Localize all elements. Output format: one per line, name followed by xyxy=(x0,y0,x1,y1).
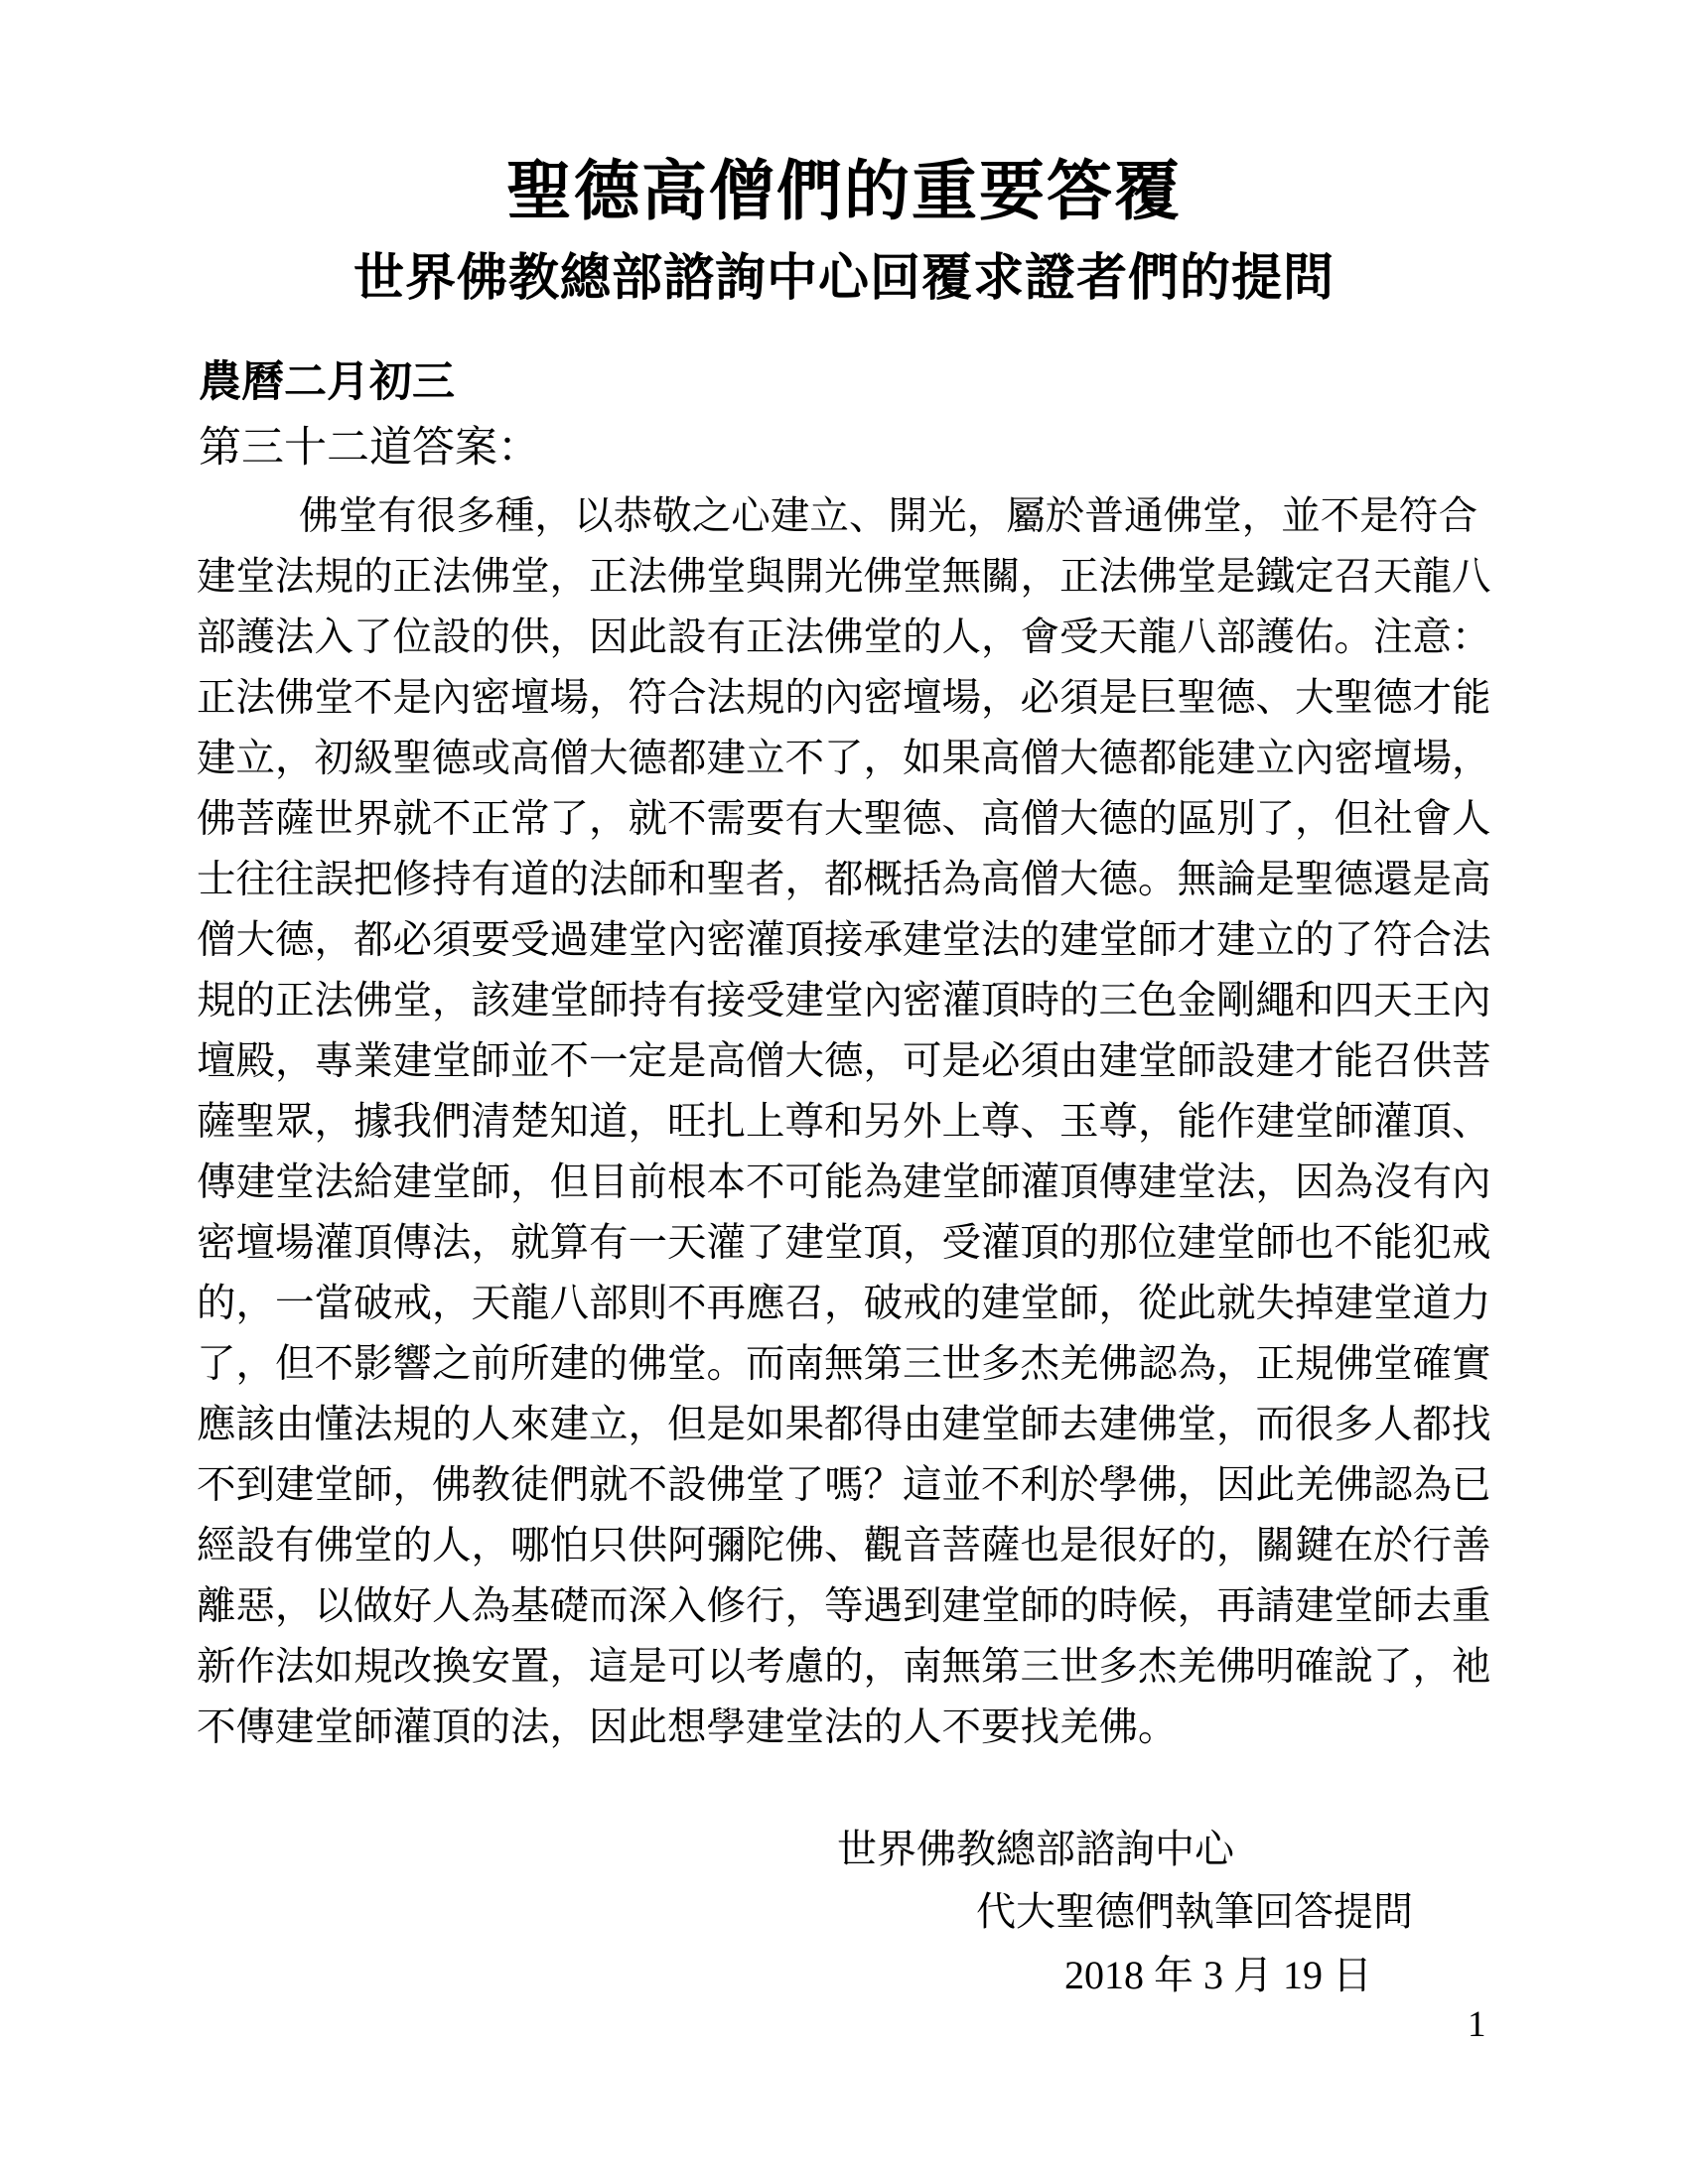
paragraph-line: 部護法入了位設的供，因此設有正法佛堂的人，會受天龍八部護佑。注意： xyxy=(197,615,1491,659)
paragraph-line: 了，但不影響之前所建的佛堂。而南無第三世多杰羌佛認為，正規佛堂確實 xyxy=(197,1342,1491,1386)
page-number: 1 xyxy=(1468,2004,1486,2045)
answer-paragraph xyxy=(197,486,1491,1758)
paragraph-line: 的，一當破戒，天龍八部則不再應召，破戒的建堂師，從此就失掉建堂道力 xyxy=(197,1282,1491,1325)
paragraph-line: 經設有佛堂的人，哪怕只供阿彌陀佛、觀音菩薩也是很好的，關鍵在於行善 xyxy=(197,1524,1491,1568)
footer-byline: 代大聖德們執筆回答提問 xyxy=(976,1889,1413,1934)
paragraph-line: 士往往誤把修持有道的法師和聖者，都概括為高僧大德。無論是聖德還是高 xyxy=(197,858,1491,901)
paragraph-line: 傳建堂法給建堂師，但目前根本不可能為建堂師灌頂傳建堂法，因為沒有內 xyxy=(197,1160,1491,1204)
paragraph-line: 建立，初級聖德或高僧大德都建立不了，如果高僧大德都能建立內密壇場， xyxy=(197,737,1491,780)
paragraph-line: 應該由懂法規的人來建立，但是如果都得由建堂師去建佛堂，而很多人都找 xyxy=(197,1403,1491,1446)
paragraph-line: 佛菩薩世界就不正常了，就不需要有大聖德、高僧大德的區別了，但社會人 xyxy=(197,797,1491,841)
paragraph-line: 壇殿，專業建堂師並不一定是高僧大德，可是必須由建堂師設建才能召供菩 xyxy=(197,1039,1491,1083)
paragraph-line: 薩聖眾，據我們清楚知道，旺扎上尊和另外上尊、玉尊，能作建堂師灌頂、 xyxy=(197,1100,1491,1144)
paragraph-line: 密壇場灌頂傳法，就算有一天灌了建堂頂，受灌頂的那位建堂師也不能犯戒 xyxy=(197,1221,1491,1265)
paragraph-line: 規的正法佛堂，該建堂師持有接受建堂內密灌頂時的三色金剛繩和四天王內 xyxy=(197,979,1491,1023)
paragraph-line: 新作法如規改換安置，這是可以考慮的，南無第三世多杰羌佛明確說了，祂 xyxy=(197,1645,1491,1689)
document-subtitle: 世界佛教總部諮詢中心回覆求證者們的提問 xyxy=(352,251,1335,307)
paragraph-line: 不到建堂師，佛教徒們就不設佛堂了嗎？這並不利於學佛，因此羌佛認為已 xyxy=(197,1463,1491,1507)
document-title: 聖德高僧們的重要答覆 xyxy=(506,156,1182,228)
paragraph-line: 僧大德，都必須要受過建堂內密灌頂接承建堂法的建堂師才建立的了符合法 xyxy=(197,918,1491,962)
paragraph-line: 離惡，以做好人為基礎而深入修行，等遇到建堂師的時候，再請建堂師去重 xyxy=(197,1584,1491,1628)
paragraph-line: 不傳建堂師灌頂的法，因此想學建堂法的人不要找羌佛。 xyxy=(197,1706,1178,1749)
lunar-date-heading: 農曆二月初三 xyxy=(199,359,455,406)
footer-date: 2018 年 3 月 19 日 xyxy=(1064,1953,1372,1997)
answer-number-heading: 第三十二道答案： xyxy=(199,425,540,472)
paragraph-line: 正法佛堂不是內密壇場，符合法規的內密壇場，必須是巨聖德、大聖德才能 xyxy=(197,676,1491,720)
paragraph-line: 佛堂有很多種，以恭敬之心建立、開光，屬於普通佛堂，並不是符合 xyxy=(299,494,1477,538)
footer-organization: 世界佛教總部諮詢中心 xyxy=(837,1827,1234,1871)
paragraph-line: 建堂法規的正法佛堂，正法佛堂與開光佛堂無關，正法佛堂是鐵定召天龍八 xyxy=(197,555,1491,599)
